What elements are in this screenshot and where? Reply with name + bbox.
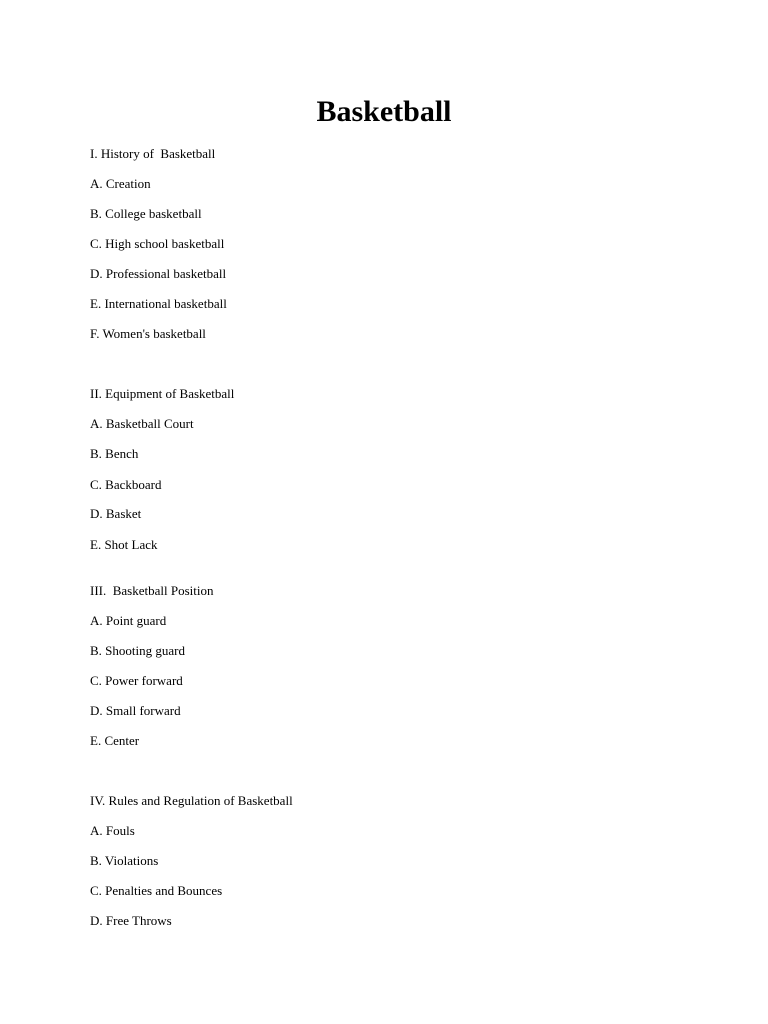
document-title: Basketball (316, 95, 452, 128)
section-heading: IV. Rules and Regulation of Basketball (90, 793, 293, 808)
outline-item: A. Fouls (90, 823, 135, 838)
outline-item: B. Violations (90, 853, 159, 868)
outline-item: B. Shooting guard (90, 643, 185, 658)
outline-item: B. Bench (90, 446, 139, 461)
outline-item: C. Power forward (90, 673, 183, 688)
outline-item: D. Free Throws (90, 913, 172, 928)
outline-item: A. Point guard (90, 613, 167, 628)
outline-item: F. Women's basketball (90, 326, 206, 341)
outline-item: E. Center (90, 733, 140, 748)
outline-item: E. Shot Lack (90, 537, 158, 552)
outline-item: D. Small forward (90, 703, 181, 718)
outline-item: B. College basketball (90, 206, 202, 221)
outline-item: C. Penalties and Bounces (90, 883, 223, 898)
outline-item: D. Professional basketball (90, 266, 227, 281)
section-heading: I. History of Basketball (90, 146, 216, 161)
outline-item: D. Basket (90, 506, 142, 521)
outline-item: A. Basketball Court (90, 416, 194, 431)
section-heading: III. Basketball Position (90, 583, 214, 598)
outline-item: C. High school basketball (90, 236, 225, 251)
outline-item: C. Backboard (90, 477, 162, 492)
section-heading: II. Equipment of Basketball (90, 386, 235, 401)
outline-item: A. Creation (90, 176, 151, 191)
outline-item: E. International basketball (90, 296, 227, 311)
